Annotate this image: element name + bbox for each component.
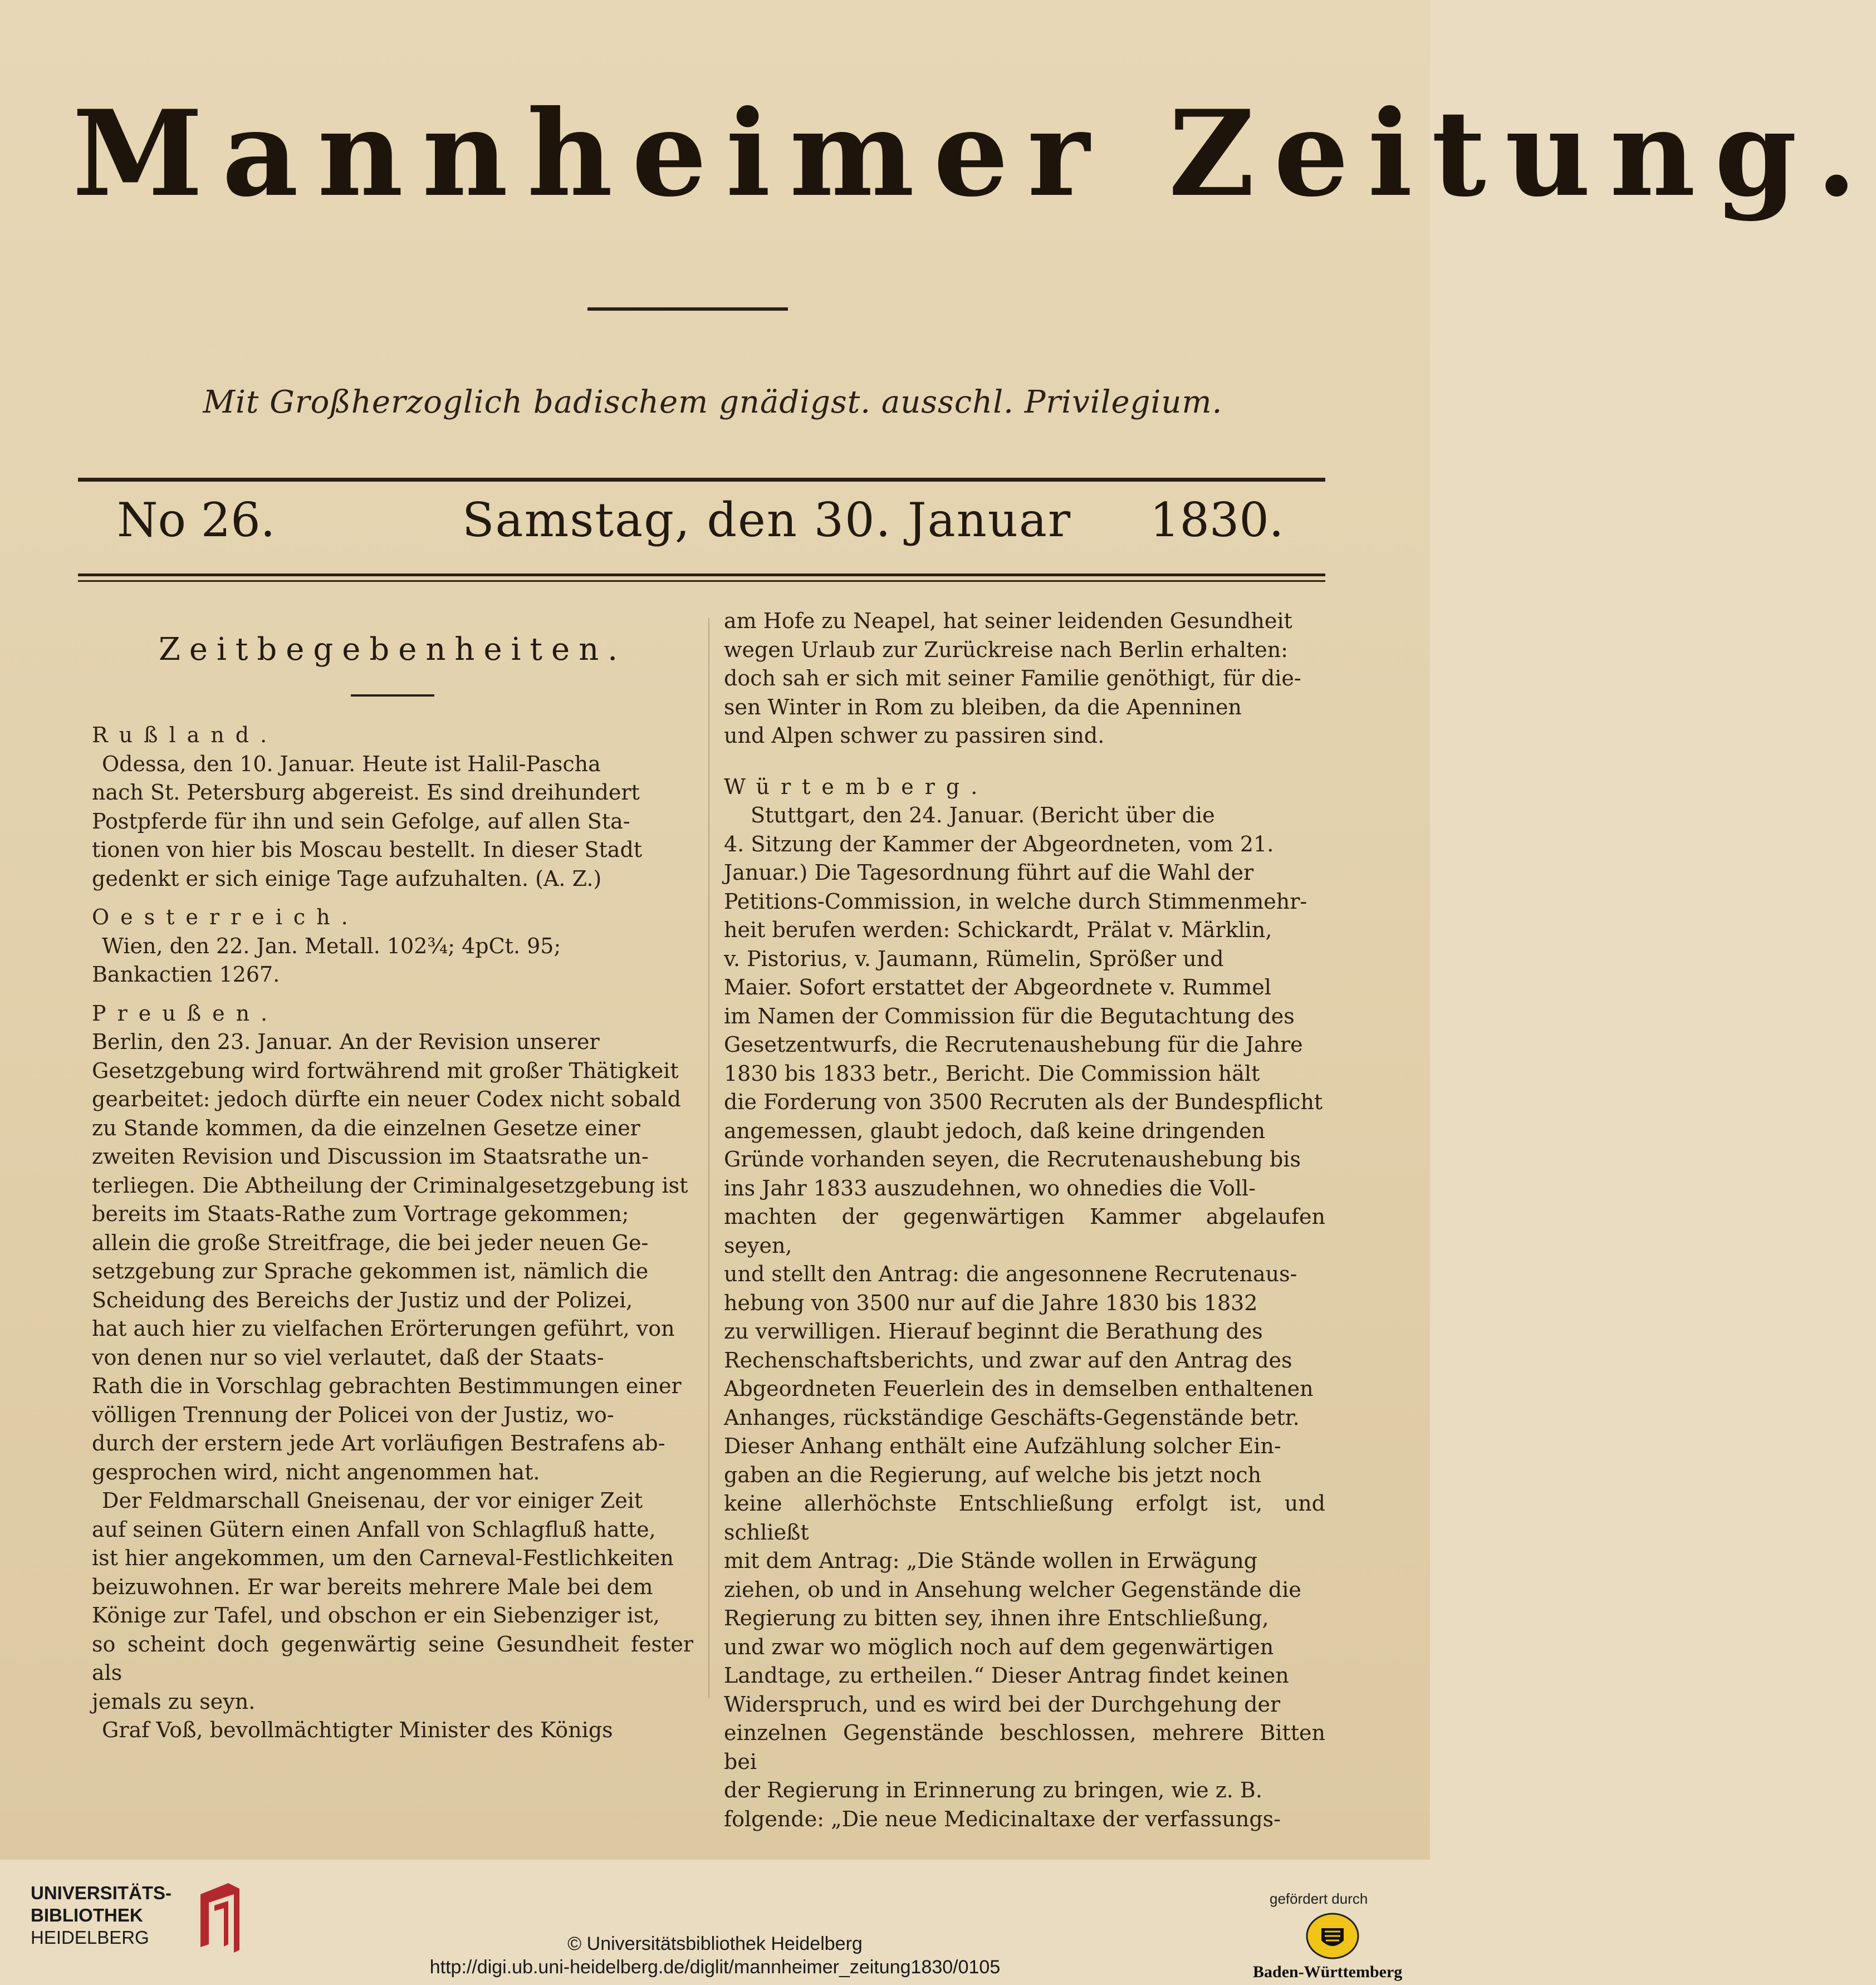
text-line: völligen Trennung der Policei von der Justiz, wo- (92, 1402, 614, 1427)
text-line: bereits im Staats-Rathe zum Vortrage gekommen; (92, 1202, 629, 1226)
ub-line-3: HEIDELBERG (31, 1927, 149, 1948)
text-line: terliegen. Die Abtheilung der Criminalgesetzgebung ist (92, 1173, 688, 1198)
text-line: gesprochen wird, nicht angenommen hat. (92, 1459, 540, 1484)
text-line: zu verwilligen. Hierauf beginnt die Berathung des (724, 1319, 1263, 1344)
text-line: Gesetzgebung wird fortwährend mit großer Thätigkeit (92, 1058, 679, 1083)
masthead-rule (587, 307, 788, 311)
text-line: hebung von 3500 nur auf die Jahre 1830 bis 1832 (724, 1290, 1258, 1315)
text-line: v. Pistorius, v. Jaumann, Rümelin, Sprößer und (724, 946, 1224, 971)
text-line: Petitions-Commission, in welche durch Stimmenmehr- (724, 889, 1307, 914)
text-line: wegen Urlaub zur Zurückreise nach Berlin erhalten: (724, 637, 1289, 662)
text-line: angemessen, glaubt jedoch, daß keine dringenden (724, 1118, 1266, 1143)
text-line: 4. Sitzung der Kammer der Abgeordneten, vom 21. (724, 831, 1274, 856)
oesterreich-title: Oesterreich. (92, 905, 359, 929)
funder-name: Baden-Württemberg (1253, 1963, 1403, 1981)
text-line: Wien, den 22. Jan. Metall. 102¾; 4pCt. 95; (102, 933, 561, 958)
copyright-notice: © Universitätsbibliothek Heidelberg (567, 1933, 863, 1954)
text-line: so scheint doch gegenwärtig seine Gesundheit fester als (92, 1631, 693, 1685)
funded-by-label: gefördert durch (1270, 1890, 1368, 1907)
text-line: Graf Voß, bevollmächtigter Minister des Königs (102, 1718, 613, 1742)
text-line: am Hofe zu Neapel, hat seiner leidenden Gesundheit (724, 609, 1292, 633)
text-line: ziehen, ob und in Ansehung welcher Gegenstände die (724, 1577, 1301, 1602)
text-line: doch sah er sich mit seiner Familie genöthigt, für die- (724, 666, 1301, 690)
russland-article (92, 750, 693, 894)
text-line: gearbeitet: jedoch dürfte ein neuer Codex nicht sobald (92, 1087, 681, 1111)
issue-number: No 26. (117, 493, 276, 547)
text-line: allein die große Streitfrage, die bei jeder neuen Ge- (92, 1230, 649, 1255)
text-line: die Forderung von 3500 Recruten als der Bundespflicht (724, 1090, 1323, 1114)
text-line: mit dem Antrag: „Die Stände wollen in Erwägung (724, 1548, 1258, 1573)
text-line: Bankactien 1267. (92, 962, 280, 987)
text-line: machten der gegenwärtigen Kammer abgelaufen seyen, (724, 1204, 1325, 1258)
funder-block (1253, 1890, 1420, 1979)
text-line: Der Feldmarschall Gneisenau, der vor einiger Zeit (102, 1488, 643, 1513)
left-column (92, 610, 693, 1742)
text-line: folgende: „Die neue Medicinaltaxe der verfassungs- (724, 1806, 1281, 1831)
text-line: Abgeordneten Feuerlein des in demselben enthaltenen (724, 1376, 1314, 1401)
text-line: und stellt den Antrag: die angesonnene Recrutenaus- (724, 1262, 1297, 1286)
issue-year: 1830. (1150, 493, 1284, 547)
text-line: hat auch hier zu vielfachen Erörterungen geführt, von (92, 1316, 675, 1341)
masthead-title: Mannheimer Zeitung. (72, 84, 1876, 223)
text-line: Landtage, zu ertheilen.“ Dieser Antrag findet keinen (724, 1663, 1289, 1688)
baden-wuerttemberg-crest-icon (1306, 1913, 1359, 1959)
text-line: jemals zu seyn. (92, 1689, 256, 1714)
text-line: tionen von hier bis Moscau bestellt. In dieser Stadt (92, 837, 643, 862)
text-line: gaben an die Regierung, auf welche bis jetzt noch (724, 1462, 1262, 1487)
text-line: von denen nur so viel verlautet, daß der Staats- (92, 1345, 604, 1370)
text-line: Maier. Sofort erstattet der Abgeordnete v. Rummel (724, 975, 1271, 999)
text-line: und zwar wo möglich noch auf dem gegenwärtigen (724, 1634, 1274, 1659)
text-line: Berlin, den 23. Januar. An der Revision unserer (92, 1030, 600, 1054)
text-line: einzelnen Gegenstände beschlossen, mehrere Bitten bei (724, 1721, 1325, 1774)
section-heading: Zeitbegebenheiten. (158, 631, 627, 668)
heading-rule (351, 694, 434, 697)
ub-line-2: BIBLIOTHEK (31, 1905, 143, 1925)
text-line: Anhanges, rückständige Geschäfts-Gegenstände betr. (724, 1405, 1300, 1430)
column-divider (708, 618, 709, 1698)
text-line: Stuttgart, den 24. Januar. (Bericht über die (751, 803, 1215, 827)
text-line: zweiten Revision und Discussion im Staatsrathe un- (92, 1144, 649, 1169)
neapel-article (724, 607, 1325, 751)
oesterreich-article (92, 932, 693, 989)
header-rule-bottom-2 (78, 580, 1325, 582)
text-line: Regierung zu bitten sey, ihnen ihre Entschließung, (724, 1606, 1269, 1630)
text-line: Rechenschaftsberichts, und zwar auf den Antrag des (724, 1347, 1292, 1373)
text-line: ist hier angekommen, um den Carneval-Festlichkeiten (92, 1546, 674, 1570)
text-line: Januar.) Die Tagesordnung führt auf die Wahl der (724, 860, 1254, 885)
text-line: keine allerhöchste Entschließung erfolgt ist, und schließt (724, 1491, 1325, 1545)
text-line: gedenkt er sich einige Tage aufzuhalten. (A. Z.) (92, 866, 602, 891)
preussen-article (92, 1028, 693, 1487)
issue-date: Samstag, den 30. Januar (462, 493, 1072, 547)
text-line: Postpferde für ihn und sein Gefolge, auf allen Sta- (92, 808, 630, 834)
text-line: Odessa, den 10. Januar. Heute ist Halil-Pascha (102, 751, 601, 776)
wuertemberg-article (724, 801, 1325, 1834)
text-line: Widerspruch, und es wird bei der Durchgehung der (724, 1692, 1281, 1717)
source-url[interactable]: http://digi.ub.uni-heidelberg.de/diglit/mannheimer_zeitung1830/0105 (429, 1957, 1001, 1978)
text-line: auf seinen Gütern einen Anfall von Schlagfluß hatte, (92, 1517, 656, 1542)
preussen-title: Preußen. (92, 1001, 279, 1026)
russland-title: Rußland. (92, 723, 278, 747)
text-line: Gründe vorhanden seyen, die Recrutenaushebung bis (724, 1147, 1301, 1172)
text-line: nach St. Petersburg abgereist. Es sind dreihundert (92, 780, 640, 805)
text-line: setzgebung zur Sprache gekommen ist, nämlich die (92, 1259, 649, 1283)
text-line: Gesetzentwurfs, die Recrutenaushebung für die Jahre (724, 1032, 1303, 1057)
right-column (724, 607, 1325, 1831)
text-line: ins Jahr 1833 auszudehnen, wo ohnedies die Voll- (724, 1175, 1256, 1200)
text-line: durch der erstern jede Art vorläufigen Bestrafens ab- (92, 1431, 665, 1455)
text-line: Rath die in Vorschlag gebrachten Bestimmungen einer (92, 1374, 682, 1398)
privilege-line: Mit Großherzoglich badischem gnädigst. ausschl. Privilegium. (203, 384, 1223, 420)
header-rule-bottom-1 (78, 574, 1325, 576)
text-line: Könige zur Tafel, und obschon er ein Siebenziger ist, (92, 1603, 660, 1628)
text-line: 1830 bis 1833 betr., Bericht. Die Commission hält (724, 1061, 1260, 1086)
text-line: Scheidung des Bereichs der Justiz und der Polizei, (92, 1287, 633, 1312)
text-line: heit berufen werden: Schickardt, Prälat v. Märklin, (724, 918, 1272, 942)
gneisenau-article (92, 1487, 693, 1716)
wuertemberg-title: Würtemberg. (724, 774, 989, 799)
text-line: und Alpen schwer zu passiren sind. (724, 723, 1105, 748)
text-line: beizuwohnen. Er war bereits mehrere Male bei dem (92, 1574, 653, 1599)
header-rule-top (78, 478, 1325, 482)
text-line: sen Winter in Rom zu bleiben, da die Apenninen (724, 694, 1242, 719)
text-line: zu Stande kommen, da die einzelnen Gesetze einer (92, 1115, 640, 1140)
ub-line-1: UNIVERSITÄTS- (31, 1883, 172, 1903)
text-line: Dieser Anhang enthält eine Aufzählung solcher Ein- (724, 1434, 1281, 1458)
text-line: der Regierung in Erinnerung zu bringen, wie z. B. (724, 1778, 1262, 1802)
text-line: im Namen der Commission für die Begutachtung des (724, 1003, 1295, 1028)
